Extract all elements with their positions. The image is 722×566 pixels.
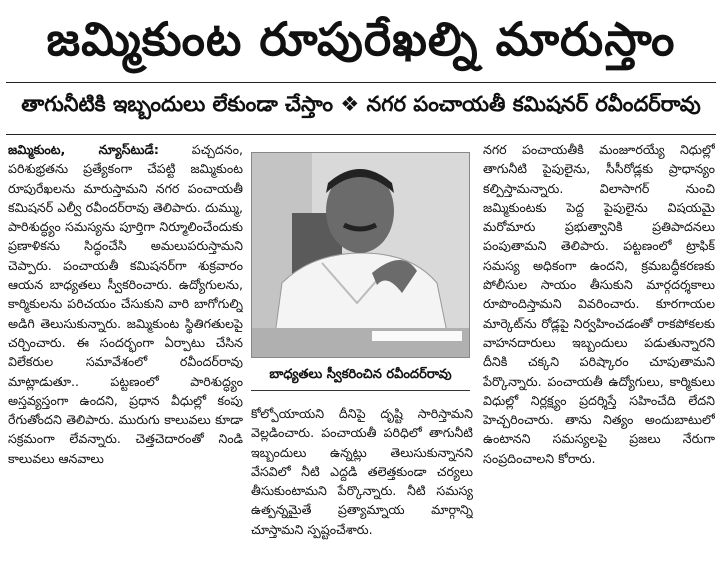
article-column-2 xyxy=(251,404,473,560)
subheadline-divider xyxy=(6,134,716,135)
headline-divider xyxy=(6,82,716,83)
article-column-1 xyxy=(8,140,243,560)
caption-divider xyxy=(251,390,470,391)
article-column-3 xyxy=(483,140,715,560)
portrait-image xyxy=(252,153,469,357)
commissioner-photo xyxy=(251,152,470,358)
column-3-text: నగర పంచాయతీకి మంజూరయ్యే నిధుల్లో తాగునీటి పైపులైను, సీసీరోడ్లకు ప్రాధాన్యం కల్పిస్తామన్నారు. విలాసాగర్ నుంచి జమ్మికుంటకు పెద్ద పైపులైను విషయమై మరోమారు ప్రభుత్వానికి ప్రతిపాదనలు పంపుతామని తెలిపారు. పట్టణంలో ట్రాఫిక్ సమస్య అధికంగా ఉందని, క్రమబద్ధీకరణకు పోలీసుల సాయం తీసుకుని మార్గదర్శకాలు రూపొందిస్తామని వివరించారు. కూరగాయల మార్కెట్‌ను రోడ్లపై నిర్వహించడంతో రాకపోకలకు వాహనదారులు ఇబ్బందులు పడుతున్నారని దీనికి చక్కని పరిష్కారం చూపుతామని పేర్కొన్నారు. పంచాయతీ ఉద్యోగులు, కార్మికులు విధుల్లో నిర్లక్ష్యం ప్రదర్శిస్తే సహించేది లేదని హెచ్చరించారు. తాను నిత్యం అందుబాటులో ఉంటానని సమస్యలపై ప్రజలు నేరుగా సంప్రదించాలని కోరారు. xyxy=(483,142,715,466)
photo-caption: బాధ్యతలు స్వీకరించిన రవీందర్‌రావు xyxy=(269,367,452,382)
column-1-text: పచ్చదనం, పరిశుభ్రతను ప్రత్యేకంగా చేపట్టి జమ్మికుంట రూపురేఖలను మారుస్తామని నగర పంచాయతీ కమిషనర్ ఎల్వీ రవీందర్‌రావు తెలిపారు. దుమ్ము, పారిశుద్ధ్యం సమస్యను పూర్తిగా నిర్మూలించేందుకు ప్రణాళికను సిద్ధంచేసి అమలుపరుస్తామని చెప్పారు. పంచాయతీ కమిషనర్‌గా శుక్రవారం ఆయన బాధ్యతలు స్వీకరించారు. ఉద్యోగులను, కార్మికులను పరిచయం చేసుకుని వారి బాగోగుల్ని అడిగి తెలుసుకున్నారు. జమ్మికుంట స్థితిగతులపై చర్చించారు. ఈ సందర్భంగా ఏర్పాటు చేసిన విలేకరుల సమావేశంలో రవీందర్‌రావు మాట్లాడుతూ.. పట్టణంలో పారిశుద్ధ్యం అస్తవ్యస్తంగా ఉందని, ప్రధాన వీధుల్లో కంపు రేగుతోందని తెలిపారు. మురుగు కాలువలు కూడా సక్రమంగా లేవన్నారు. చెత్తచెదారంతో నిండి కాలువలు ఆనవాలు xyxy=(8,142,243,466)
column-2-text: కోల్పోయాయని దీనిపై దృష్టి సారిస్తామని వెల్లడించారు. పంచాయతీ పరిధిలో తాగునీటి ఇబ్బందులు ఉన్నట్లు తెలుసుకున్నానని వేసవిలో నీటి ఎద్దడి తలెత్తకుండా చర్యలు తీసుకుంటామని పేర్కొన్నారు. నీటి సమస్య ఉత్పన్నమైతే ప్రత్యామ్నాయ మార్గాన్ని చూస్తామని స్పష్టంచేశారు. xyxy=(251,406,473,537)
headline: జమ్మికుంట రూపురేఖల్ని మారుస్తాం xyxy=(46,12,676,66)
dateline: జమ్మికుంట, న్యూస్‌టుడే: xyxy=(8,142,159,157)
subheadline: తాగునీటికి ఇబ్బందులు లేకుండా చేస్తాం ❖ నగర పంచాయతీ కమిషనర్ రవీందర్‌రావు xyxy=(21,92,701,116)
